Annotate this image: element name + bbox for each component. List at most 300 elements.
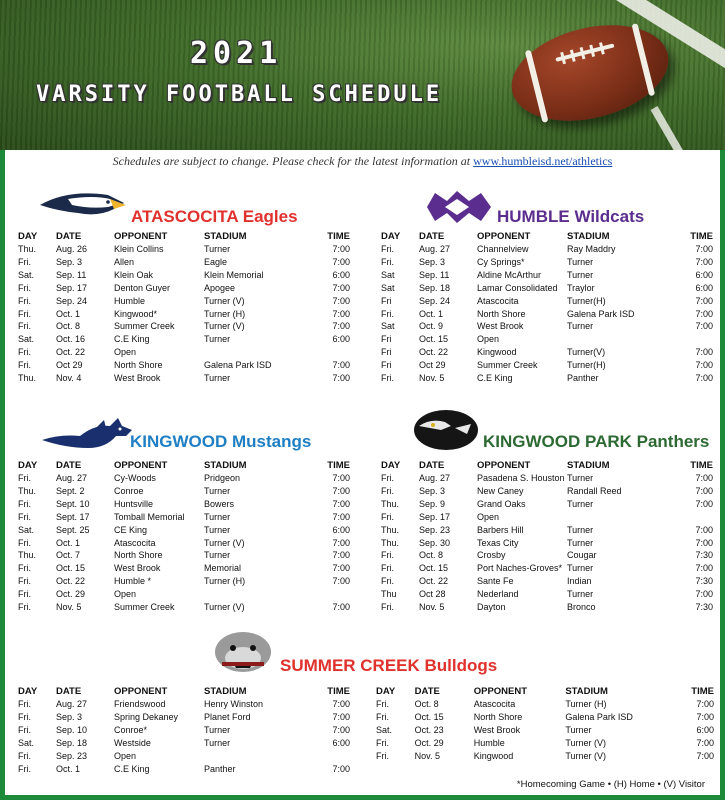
- cell-day: Fri.: [381, 244, 394, 254]
- schedule-table: [18, 231, 350, 385]
- cell-time: 7:00: [332, 473, 350, 483]
- table-row: [18, 511, 350, 524]
- cell-date: Sept. 2: [56, 485, 85, 496]
- cell-opponent: Cy-Woods: [114, 473, 156, 483]
- cell-date: Oct. 15: [419, 563, 449, 574]
- cell-stadium: Turner: [204, 511, 231, 522]
- cell-opponent: Spring Dekaney: [114, 711, 179, 722]
- cell-stadium: Klein Memorial: [204, 269, 264, 280]
- cell-date: Sep. 18: [419, 282, 451, 293]
- cell-time: [675, 511, 713, 524]
- table-row: [18, 524, 350, 537]
- cell-day: Thu.: [381, 524, 400, 535]
- cell-time: 7:00: [332, 724, 350, 735]
- cell-time: 7:00: [332, 256, 350, 267]
- column-header-day: DAY: [18, 231, 38, 242]
- cell-opponent: North Shore: [114, 550, 163, 561]
- cell-stadium: Turner: [567, 269, 594, 280]
- table-row: [381, 472, 713, 485]
- cell-opponent: North Shore: [477, 308, 526, 319]
- cell-opponent: Crosby: [477, 550, 506, 561]
- cell-day: Fri.: [376, 699, 389, 709]
- table-row: [18, 763, 350, 776]
- cell-time: [312, 750, 350, 763]
- table-header-row: [18, 460, 350, 472]
- cell-opponent: Port Naches-Groves*: [477, 563, 563, 574]
- team-kingwood-park: [381, 414, 713, 614]
- cell-stadium: Turner: [204, 737, 231, 748]
- cell-stadium: Turner: [204, 550, 231, 561]
- table-row: [381, 588, 713, 601]
- cell-day: Fri.: [18, 711, 31, 722]
- cell-opponent: Atascocita: [473, 699, 516, 709]
- table-row: [18, 372, 350, 385]
- cell-time: 6:00: [695, 269, 713, 280]
- table-row: [18, 243, 350, 256]
- column-header-opponent: OPPONENT: [477, 460, 531, 471]
- page-title: VARSITY FOOTBALL SCHEDULE: [36, 82, 443, 107]
- cell-date: Oct. 1: [56, 763, 81, 774]
- cell-opponent: Kingwood: [473, 750, 514, 761]
- cell-day: Sat.: [18, 524, 35, 535]
- cell-stadium: Turner (V): [204, 295, 245, 306]
- cell-date: Oct. 15: [419, 334, 449, 345]
- cell-time: 6:00: [332, 334, 350, 345]
- disclaimer-text: Schedules are subject to change. Please check for the latest information at: [112, 154, 474, 168]
- cell-opponent: Klein Oak: [114, 269, 154, 280]
- cell-time: 7:00: [695, 537, 713, 548]
- cell-time: 7:00: [695, 295, 713, 306]
- cell-opponent: Open: [114, 347, 137, 358]
- cell-date: Nov. 5: [414, 750, 441, 761]
- cell-stadium: Turner: [204, 334, 231, 345]
- wildcat-icon: [425, 187, 495, 227]
- column-header-stadium: STADIUM: [204, 460, 247, 471]
- cell-time: 7:00: [332, 511, 350, 522]
- cell-time: 7:00: [695, 589, 713, 600]
- cell-date: Sep. 3: [419, 256, 446, 267]
- cell-stadium: Turner (H): [565, 699, 607, 709]
- table-row: [376, 750, 714, 763]
- cell-time: 7:00: [332, 763, 350, 774]
- cell-time: 6:00: [695, 282, 713, 293]
- cell-day: Fri.: [18, 347, 31, 358]
- cell-opponent: Friendswood: [114, 699, 166, 709]
- cell-stadium: Turner: [567, 473, 594, 483]
- cell-day: Thu: [381, 589, 397, 600]
- cell-time: 6:00: [332, 737, 350, 748]
- table-row: [381, 562, 713, 575]
- cell-day: Fri.: [381, 511, 394, 522]
- cell-opponent: Humble *: [114, 576, 152, 587]
- cell-time: 7:00: [695, 485, 713, 496]
- cell-time: 7:00: [332, 498, 350, 509]
- cell-time: 7:00: [695, 256, 713, 267]
- column-header-stadium: STADIUM: [565, 686, 608, 697]
- cell-stadium: Memorial: [204, 563, 242, 574]
- table-row: [18, 472, 350, 485]
- cell-date: Oct. 1: [56, 537, 81, 548]
- cell-date: Oct. 16: [56, 334, 86, 345]
- cell-day: Thu.: [18, 244, 37, 254]
- cell-date: Oct. 7: [56, 550, 81, 561]
- table-header-row: [376, 686, 714, 698]
- cell-stadium: [567, 511, 675, 524]
- mustang-icon: [40, 414, 140, 454]
- cell-opponent: Kingwood: [477, 347, 517, 358]
- cell-time: 7:00: [332, 308, 350, 319]
- cell-time: 7:00: [695, 498, 713, 509]
- column-header-date: DATE: [419, 460, 445, 471]
- cell-time: 7:00: [696, 699, 714, 709]
- cell-stadium: Turner(H): [567, 360, 606, 371]
- cell-time: 7:00: [332, 576, 350, 587]
- cell-date: Sep. 11: [419, 269, 450, 280]
- team-name: SUMMER CREEK Bulldogs: [280, 656, 498, 675]
- schedule-table: [381, 460, 713, 614]
- cell-date: Oct 29: [419, 360, 446, 371]
- cell-day: Fri.: [18, 282, 31, 293]
- cell-stadium: Cougar: [567, 550, 597, 561]
- cell-time: 7:00: [696, 750, 714, 761]
- table-row: [381, 333, 713, 346]
- column-header-day: DAY: [381, 460, 401, 471]
- cell-opponent: Summer Creek: [114, 321, 175, 332]
- cell-opponent: West Brook: [114, 373, 161, 384]
- cell-time: 7:00: [332, 537, 350, 548]
- cell-time: 6:00: [332, 524, 350, 535]
- cell-day: Sat: [381, 282, 395, 293]
- cell-day: Fri.: [18, 602, 31, 613]
- cell-time: 7:00: [332, 711, 350, 722]
- column-header-time: TIME: [327, 460, 350, 471]
- cell-time: 6:00: [696, 724, 714, 735]
- table-row: [381, 346, 713, 359]
- cell-day: Fri.: [381, 485, 394, 496]
- team-humble: [381, 187, 713, 385]
- cell-time: 7:00: [695, 563, 713, 574]
- table-row: [18, 737, 350, 750]
- schedule-table: [376, 686, 714, 763]
- cell-opponent: West Brook: [473, 724, 521, 735]
- team-atascocita: [18, 187, 350, 385]
- column-header-opponent: OPPONENT: [473, 686, 528, 697]
- cell-stadium: Randall Reed: [567, 485, 622, 496]
- column-header-opponent: OPPONENT: [114, 231, 168, 242]
- cell-day: Fri.: [18, 750, 31, 761]
- cell-time: 7:00: [332, 282, 350, 293]
- cell-day: Fri.: [18, 321, 31, 332]
- cell-stadium: Turner (V): [565, 737, 607, 748]
- cell-time: 7:00: [332, 485, 350, 496]
- schedule-table: [18, 686, 350, 775]
- cell-opponent: West Brook: [477, 321, 524, 332]
- team-summer-creek: [18, 632, 718, 774]
- table-row: [381, 575, 713, 588]
- cell-stadium: Turner (V): [565, 750, 607, 761]
- table-row: [18, 282, 350, 295]
- column-header-stadium: STADIUM: [567, 231, 610, 242]
- cell-time: 7:30: [695, 576, 713, 587]
- table-row: [381, 524, 713, 537]
- cell-opponent: Atascocita: [477, 295, 519, 306]
- cell-opponent: Summer Creek: [114, 602, 175, 613]
- cell-opponent: Open: [114, 750, 137, 761]
- cell-date: Sep. 18: [56, 737, 88, 748]
- cell-day: Fri.: [381, 473, 394, 483]
- cell-stadium: Turner (H): [204, 308, 246, 319]
- cell-opponent: Allen: [114, 256, 135, 267]
- team-name: ATASCOCITA Eagles: [131, 207, 298, 226]
- schedule-table: [381, 231, 713, 385]
- cell-stadium: Turner: [204, 724, 231, 735]
- cell-date: Nov. 4: [56, 373, 82, 384]
- cell-day: Fri.: [18, 724, 31, 735]
- cell-opponent: Denton Guyer: [114, 282, 171, 293]
- table-row: [381, 372, 713, 385]
- cell-date: Sept. 10: [56, 498, 90, 509]
- cell-stadium: Pridgeon: [204, 473, 241, 483]
- table-row: [381, 320, 713, 333]
- cell-stadium: Galena Park ISD: [565, 711, 633, 722]
- cell-day: Fri.: [18, 589, 31, 600]
- cell-date: Sep. 30: [419, 537, 451, 548]
- cell-stadium: Apogee: [204, 282, 236, 293]
- table-row: [381, 485, 713, 498]
- cell-day: Fri.: [381, 576, 394, 587]
- cell-opponent: Nederland: [477, 589, 519, 600]
- cell-day: Fri.: [381, 550, 394, 561]
- cell-date: Sept. 17: [56, 511, 90, 522]
- schedule-table: [18, 460, 350, 614]
- cell-day: Fri.: [18, 537, 31, 548]
- cell-opponent: CE King: [114, 524, 148, 535]
- cell-date: Oct. 1: [56, 308, 81, 319]
- cell-day: Fri.: [18, 498, 31, 509]
- cell-time: 7:00: [696, 711, 714, 722]
- cell-stadium: Turner: [567, 256, 594, 267]
- cell-date: Sep. 23: [56, 750, 88, 761]
- cell-date: Oct 28: [419, 589, 446, 600]
- table-row: [381, 243, 713, 256]
- cell-date: Sep. 17: [419, 511, 451, 522]
- table-row: [18, 485, 350, 498]
- page-title-year: 2021: [190, 36, 283, 71]
- cell-date: Oct. 15: [414, 711, 444, 722]
- cell-date: Oct. 22: [419, 576, 449, 587]
- cell-date: Sep. 10: [56, 724, 88, 735]
- table-header-row: [381, 460, 713, 472]
- cell-day: Fri: [381, 360, 392, 371]
- cell-time: 7:00: [695, 308, 713, 319]
- cell-date: Oct. 29: [414, 737, 444, 748]
- cell-day: Thu.: [18, 550, 37, 561]
- cell-opponent: C.E King: [114, 334, 150, 345]
- cell-opponent: Aldine McArthur: [477, 269, 542, 280]
- column-header-stadium: STADIUM: [204, 231, 247, 242]
- cell-time: 7:00: [332, 244, 350, 254]
- cell-date: Nov. 5: [56, 602, 82, 613]
- table-header-row: [381, 231, 713, 243]
- column-header-time: TIME: [327, 231, 350, 242]
- cell-stadium: Turner (V): [204, 602, 245, 613]
- table-row: [381, 256, 713, 269]
- cell-time: 7:00: [695, 321, 713, 332]
- column-header-time: TIME: [327, 686, 350, 697]
- cell-opponent: Cy Springs*: [477, 256, 525, 267]
- column-header-date: DATE: [56, 686, 82, 697]
- table-row: [381, 601, 713, 614]
- cell-date: Aug. 27: [419, 473, 451, 483]
- cell-day: Fri.: [18, 563, 31, 574]
- table-row: [18, 359, 350, 372]
- table-row: [18, 575, 350, 588]
- cell-opponent: North Shore: [114, 360, 163, 371]
- cell-opponent: Open: [477, 334, 500, 345]
- cell-stadium: Planet Ford: [204, 711, 251, 722]
- cell-stadium: Turner: [204, 373, 231, 384]
- cell-opponent: Barbers Hill: [477, 524, 524, 535]
- cell-date: Sep. 24: [419, 295, 451, 306]
- cell-date: Sep. 11: [56, 269, 87, 280]
- cell-stadium: Turner: [567, 524, 594, 535]
- cell-time: [312, 588, 350, 601]
- cell-opponent: C.E King: [114, 763, 150, 774]
- cell-stadium: Panther: [204, 763, 236, 774]
- cell-time: 7:00: [695, 373, 713, 384]
- cell-time: 7:00: [696, 737, 714, 748]
- cell-date: Sep. 17: [56, 282, 88, 293]
- cell-opponent: New Caney: [477, 485, 524, 496]
- cell-stadium: Turner(V): [567, 347, 606, 358]
- cell-stadium: Turner (H): [204, 576, 246, 587]
- cell-stadium: Turner: [567, 498, 594, 509]
- cell-date: Oct. 29: [56, 589, 86, 600]
- cell-stadium: [204, 346, 312, 359]
- team-name: KINGWOOD PARK Panthers: [483, 432, 710, 451]
- cell-stadium: Turner (V): [204, 537, 245, 548]
- cell-date: Aug. 26: [56, 244, 88, 254]
- cell-date: Sep. 3: [56, 711, 83, 722]
- column-header-stadium: STADIUM: [567, 460, 610, 471]
- cell-date: Oct. 15: [56, 563, 86, 574]
- column-header-time: TIME: [690, 231, 713, 242]
- cell-time: 7:00: [332, 295, 350, 306]
- cell-date: Nov. 5: [419, 602, 445, 613]
- cell-opponent: Open: [477, 511, 500, 522]
- cell-stadium: [567, 333, 675, 346]
- table-row: [18, 498, 350, 511]
- table-row: [381, 549, 713, 562]
- table-row: [18, 295, 350, 308]
- table-row: [18, 549, 350, 562]
- cell-day: Fri.: [18, 295, 31, 306]
- cell-stadium: Turner: [204, 524, 231, 535]
- cell-stadium: Eagle: [204, 256, 228, 267]
- cell-opponent: Sante Fe: [477, 576, 514, 587]
- cell-opponent: Humble: [473, 737, 505, 748]
- column-header-date: DATE: [56, 460, 82, 471]
- cell-day: Thu.: [381, 498, 400, 509]
- cell-opponent: Huntsville: [114, 498, 154, 509]
- cell-date: Sept. 25: [56, 524, 90, 535]
- cell-day: Thu.: [18, 373, 37, 384]
- yard-line: [651, 106, 718, 150]
- eagle-icon: [38, 187, 128, 227]
- cell-time: [312, 346, 350, 359]
- cell-stadium: Turner: [204, 485, 231, 496]
- cell-day: Fri.: [18, 473, 31, 483]
- cell-stadium: Traylor: [567, 282, 595, 293]
- cell-day: Sat: [381, 269, 395, 280]
- column-header-time: TIME: [691, 686, 714, 697]
- column-header-date: DATE: [56, 231, 82, 242]
- cell-day: Fri.: [18, 360, 31, 371]
- table-row: [376, 698, 714, 711]
- cell-stadium: Turner: [204, 244, 231, 254]
- cell-date: Sep. 23: [419, 524, 451, 535]
- cell-date: Oct. 1: [419, 308, 444, 319]
- athletics-link[interactable]: www.humbleisd.net/athletics: [473, 154, 613, 168]
- table-row: [18, 562, 350, 575]
- cell-opponent: Tomball Memorial: [114, 511, 185, 522]
- cell-date: Oct. 8: [419, 550, 444, 561]
- cell-date: Oct. 22: [56, 347, 86, 358]
- table-row: [18, 256, 350, 269]
- cell-stadium: Galena Park ISD: [567, 308, 635, 319]
- cell-day: Fri.: [376, 737, 389, 748]
- cell-stadium: Turner: [567, 321, 594, 332]
- cell-opponent: Westside: [114, 737, 151, 748]
- cell-time: 7:00: [332, 373, 350, 384]
- cell-date: Oct. 23: [414, 724, 444, 735]
- cell-stadium: Turner: [565, 724, 592, 735]
- cell-opponent: Kingwood*: [114, 308, 158, 319]
- cell-date: Sep. 3: [56, 256, 83, 267]
- team-name: HUMBLE Wildcats: [497, 207, 645, 226]
- cell-day: Fri.: [18, 699, 31, 709]
- cell-opponent: Klein Collins: [114, 244, 164, 254]
- cell-day: Fri.: [381, 602, 394, 613]
- table-row: [381, 269, 713, 282]
- cell-day: Fri.: [381, 308, 394, 319]
- cell-time: 7:00: [332, 550, 350, 561]
- table-row: [18, 346, 350, 359]
- cell-stadium: Indian: [567, 576, 592, 587]
- cell-stadium: [204, 588, 312, 601]
- cell-date: Oct. 9: [419, 321, 444, 332]
- panther-icon: [411, 408, 481, 452]
- cell-day: Fri.: [381, 373, 394, 384]
- cell-day: Fri.: [18, 511, 31, 522]
- table-row: [18, 537, 350, 550]
- table-row: [18, 724, 350, 737]
- cell-day: Fri.: [376, 711, 389, 722]
- column-header-day: DAY: [381, 231, 401, 242]
- table-row: [18, 698, 350, 711]
- table-row: [381, 308, 713, 321]
- cell-stadium: Galena Park ISD: [204, 360, 272, 371]
- cell-stadium: Bowers: [204, 498, 235, 509]
- cell-date: Sep. 9: [419, 498, 446, 509]
- table-row: [381, 511, 713, 524]
- column-header-date: DATE: [414, 686, 440, 697]
- cell-opponent: Dayton: [477, 602, 506, 613]
- cell-date: Aug. 27: [419, 244, 451, 254]
- cell-time: 7:00: [695, 244, 713, 254]
- cell-day: Fri: [381, 334, 392, 345]
- column-header-date: DATE: [419, 231, 445, 242]
